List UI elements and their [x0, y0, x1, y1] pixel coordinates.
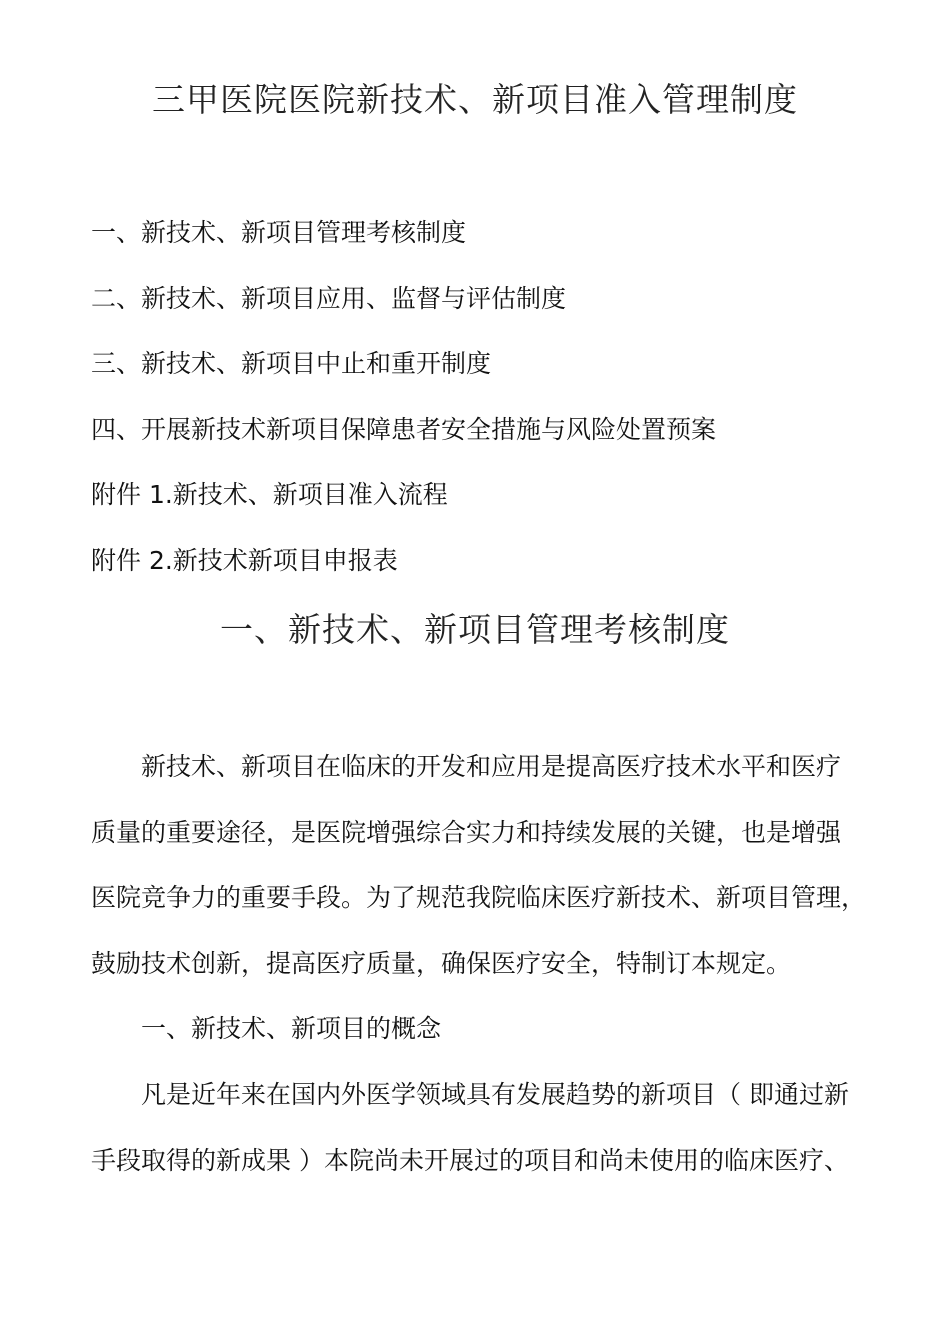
toc-item: 一、新技术、新项目管理考核制度 [91, 218, 467, 247]
subheading: 一、新技术、新项目的概念 [141, 1014, 442, 1043]
intro-paragraph [91, 734, 866, 996]
section-title: 一、新技术、新项目管理考核制度 [220, 610, 730, 649]
paragraph-line: 新技术、新项目在临床的开发和应用是提高医疗技术水平和医疗 [141, 752, 842, 781]
toc-item: 三、新技术、新项目中止和重开制度 [91, 349, 492, 379]
paragraph-line: 手段取得的新成果 ）本院尚未开展过的项目和尚未使用的临床医疗、 [91, 1145, 849, 1175]
paragraph-line: 凡是近年来在国内外医学领域具有发展趋势的新项目（ 即通过新 [141, 1080, 849, 1109]
toc-item: 附件 1.新技术、新项目准入流程 [91, 480, 448, 510]
toc-item: 四、开展新技术新项目保障患者安全措施与风险处置预案 [91, 414, 717, 444]
document-title: 三甲医院医院新技术、新项目准入管理制度 [152, 80, 798, 119]
toc-item: 二、新技术、新项目应用、监督与评估制度 [91, 283, 567, 313]
paragraph-line: 鼓励技术创新，提高医疗质量，确保医疗安全，特制订本规定。 [91, 948, 792, 978]
toc-item: 附件 2.新技术新项目申报表 [91, 545, 398, 575]
table-of-contents [91, 217, 716, 611]
concept-paragraph [91, 1062, 866, 1193]
paragraph-line: 质量的重要途径，是医院增强综合实力和持续发展的关键，也是增强 [91, 817, 842, 847]
paragraph-line: 医院竞争力的重要手段。为了规范我院临床医疗新技术、新项目管理， [91, 883, 867, 912]
